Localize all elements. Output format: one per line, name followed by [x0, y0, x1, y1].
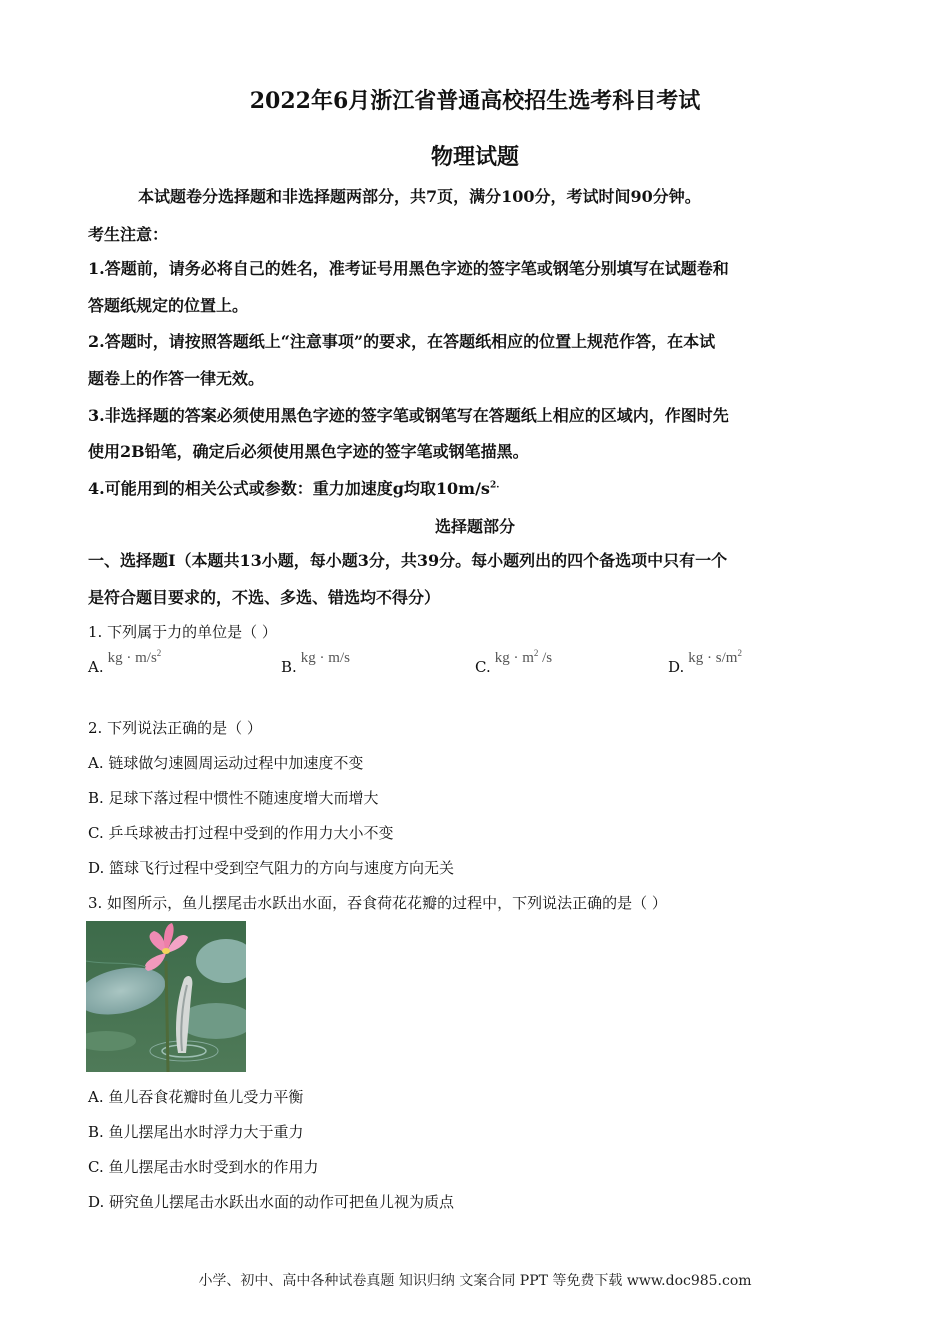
notice-item-2-line-1: 2.答题时，请按照答题纸上“注意事项”的要求，在答题纸相应的位置上规范作答，在本试 [88, 332, 716, 351]
notice-item-3-line-1: 3.非选择题的答案必须使用黑色字迹的签字笔或钢笔写在答题纸上相应的区域内，作图时先 [88, 406, 729, 425]
q1-option-b-unit: kg · m/s [300, 650, 350, 666]
q3-option-a[interactable]: A. 鱼儿吞食花瓣时鱼儿受力平衡 [88, 1088, 304, 1106]
q1-option-a-letter: A. [88, 658, 104, 676]
q2-option-c[interactable]: C. 乒乓球被击打过程中受到的作用力大小不变 [88, 824, 394, 842]
notice-item-4-sup: 2. [489, 480, 500, 491]
q2-option-a[interactable]: A. 链球做匀速圆周运动过程中加速度不变 [88, 754, 364, 772]
q3-option-d[interactable]: D. 研究鱼儿摆尾击水跃出水面的动作可把鱼儿视为质点 [88, 1193, 455, 1211]
q2-stem: 2. 下列说法正确的是（ ） [88, 719, 262, 737]
q1-option-d-unit: kg · $s/m^2$ [688, 648, 742, 666]
exam-intro: 本试题卷分选择题和非选择题两部分，共7页，满分100分，考试时间90分钟。 [138, 187, 701, 206]
notice-item-1-line-2: 答题纸规定的位置上。 [88, 296, 249, 315]
q1-option-b-letter: B. [281, 658, 297, 676]
q1-option-c[interactable] [475, 648, 553, 677]
q1-stem: 1. 下列属于力的单位是（ ） [88, 623, 277, 641]
notice-item-4-text: 4.可能用到的相关公式或参数：重力加速度g均取10m/s [88, 479, 490, 498]
q3-option-b[interactable]: B. 鱼儿摆尾出水时浮力大于重力 [88, 1123, 304, 1141]
part1-heading-line-2: 是符合题目要求的，不选、多选、错选均不得分） [88, 588, 441, 607]
exam-title: 2022年6月浙江省普通高校招生选考科目考试 [249, 88, 701, 114]
q1-option-c-letter: C. [475, 658, 491, 676]
q1-option-b[interactable] [281, 650, 350, 677]
q1-option-c-unit: kg · $m^2$ /s [494, 648, 553, 666]
part1-heading-line-1: 一、选择题I（本题共13小题，每小题3分，共39分。每小题列出的四个备选项中只有一个 [88, 551, 728, 570]
q1-option-d[interactable] [668, 648, 742, 677]
page-footer: 小学、初中、高中各种试卷真题 知识归纳 文案合同 PPT 等免费下载 www.doc985.com [198, 1273, 752, 1289]
q1-option-d-letter: D. [668, 658, 685, 676]
q1-option-a-unit: kg · $m/s^2$ [107, 648, 162, 666]
notice-heading: 考生注意： [88, 225, 169, 244]
q3-option-c[interactable]: C. 鱼儿摆尾击水时受到水的作用力 [88, 1158, 319, 1176]
exam-subtitle: 物理试题 [430, 144, 519, 170]
section-title: 选择题部分 [434, 517, 515, 536]
notice-item-3-line-2: 使用2B铅笔，确定后必须使用黑色字迹的签字笔或钢笔描黑。 [88, 442, 529, 461]
notice-item-4 [88, 476, 499, 499]
q1-option-a[interactable] [88, 648, 162, 677]
q2-option-d[interactable]: D. 篮球飞行过程中受到空气阻力的方向与速度方向无关 [88, 859, 455, 877]
notice-item-2-line-2: 题卷上的作答一律无效。 [88, 369, 265, 388]
q2-option-b[interactable]: B. 足球下落过程中惯性不随速度增大而增大 [88, 789, 379, 807]
q3-stem: 3. 如图所示，鱼儿摆尾击水跃出水面，吞食荷花花瓣的过程中，下列说法正确的是（ ） [88, 894, 667, 912]
fish-lotus-photo [86, 921, 246, 1072]
notice-item-1-line-1: 1.答题前，请务必将自己的姓名，准考证号用黑色字迹的签字笔或钢笔分别填写在试题卷和 [88, 259, 729, 278]
